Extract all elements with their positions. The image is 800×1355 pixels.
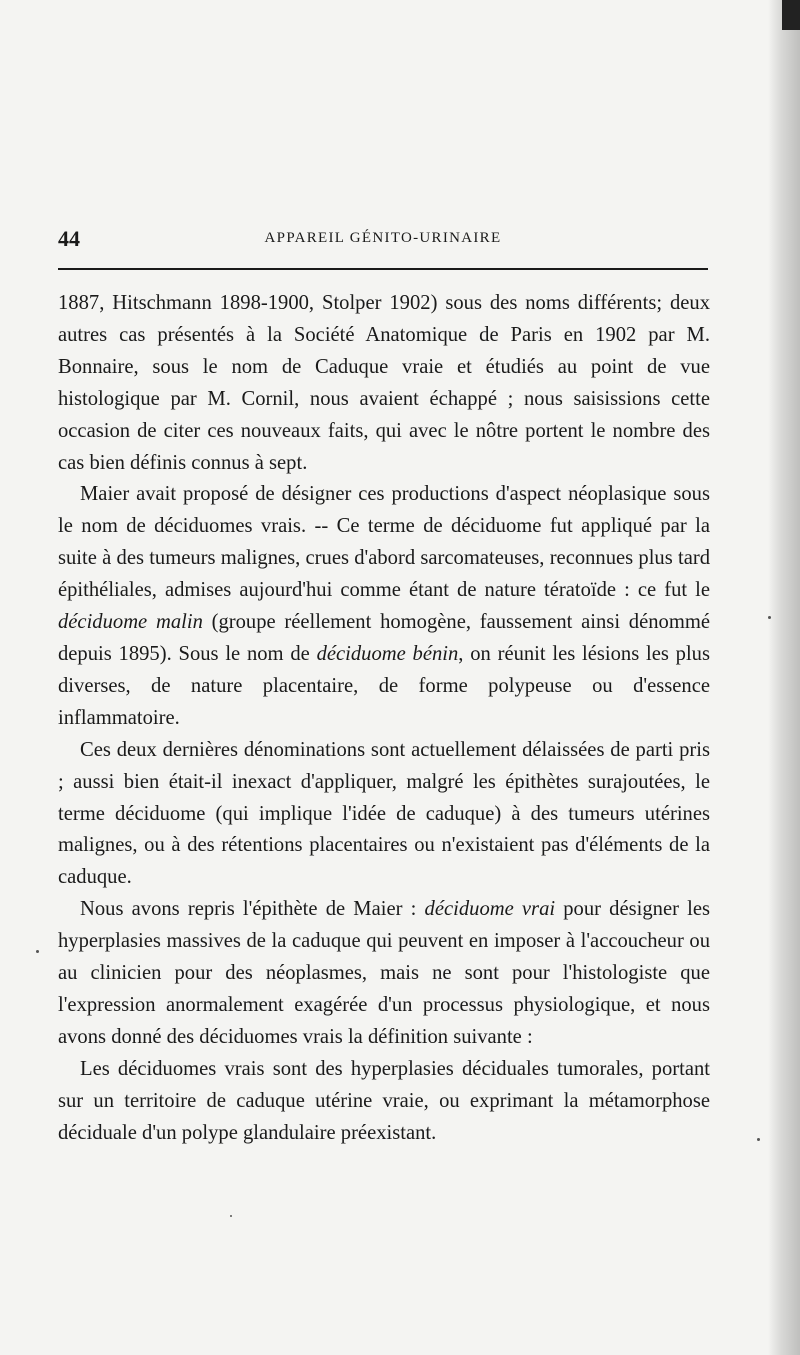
body-text	[58, 288, 710, 1149]
corner-scan-mark	[782, 0, 800, 30]
scan-speck	[230, 1215, 232, 1217]
paragraph-3	[58, 735, 710, 895]
italic-term: déciduome malin	[58, 611, 203, 634]
paragraph-4	[58, 894, 710, 1054]
scan-speck	[757, 1138, 760, 1141]
paragraph-1	[58, 288, 710, 479]
page-edge-shadow	[768, 0, 800, 1355]
text-segment: (groupe réellement homogène, faussement ainsi dénommé depuis 1895). Sous le nom de	[58, 611, 711, 665]
paragraph-2	[58, 479, 710, 734]
text-segment: pour désigner les hyperplasies massives de la caduque qui peuvent en imposer à l'accoucheur ou au clinicien pour des néoplasmes, mais ne sont pour l'histologiste que l'expression anormalement exagérée d'un processus physiologique, et nous avons donné des déciduomes vrais la définition suivante :	[58, 898, 710, 1048]
text-segment: , on réunit les lésions les plus diverses, de nature placentaire, de forme polypeuse ou d'essence inflammatoire.	[58, 642, 710, 729]
text-segment: Maier avait proposé de désigner ces productions d'aspect néoplasique sous le nom de déciduomes vrais. -- Ce terme de déciduome fut appliqué par la suite à des tumeurs malignes, crues d'abord sarcomateuses, reconnues plus tard épithéliales, admises aujourd'hui comme étant de nature tératoïde : ce fut le	[58, 483, 710, 602]
paragraph-5	[58, 1054, 710, 1150]
scan-speck	[768, 616, 771, 619]
italic-term: déciduome vrai	[424, 898, 556, 921]
text-segment: Les déciduomes vrais sont des hyperplasies déciduales tumorales, portant sur un territoire de caduque utérine vraie, ou exprimant la métamorphose déciduale d'un polype glandulaire préexistant.	[58, 1057, 710, 1144]
page-number: 44	[58, 226, 80, 251]
text-segment: 1887, Hitschmann 1898-1900, Stolper 1902) sous des noms différents; deux autres cas présentés à la Société Anatomique de Paris en 1902 par M. Bonnaire, sous le nom de Caduque vraie et étudiés au point de vue histologique par M. Cornil, nous avaient échappé ; nous saisissions cette occasion de citer ces nouveaux faits, qui avec le nôtre portent le nombre des cas bien définis connus à sept.	[58, 292, 710, 474]
scan-speck	[36, 950, 39, 953]
text-segment: Ces deux dernières dénominations sont actuellement délaissées de parti pris ; aussi bien était-il inexact d'appliquer, malgré les épithètes surajoutées, le terme déciduome (qui implique l'idée de caduque) à des tumeurs utérines malignes, ou à des rétentions placentaires ou n'existaient pas d'éléments de la caduque.	[58, 738, 710, 889]
text-segment: Nous avons repris l'épithète de Maier :	[80, 898, 425, 921]
italic-term: déciduome bénin	[316, 642, 459, 665]
page-header	[58, 226, 708, 256]
header-rule	[58, 268, 708, 270]
running-title: APPAREIL GÉNITO-URINAIRE	[264, 230, 502, 246]
